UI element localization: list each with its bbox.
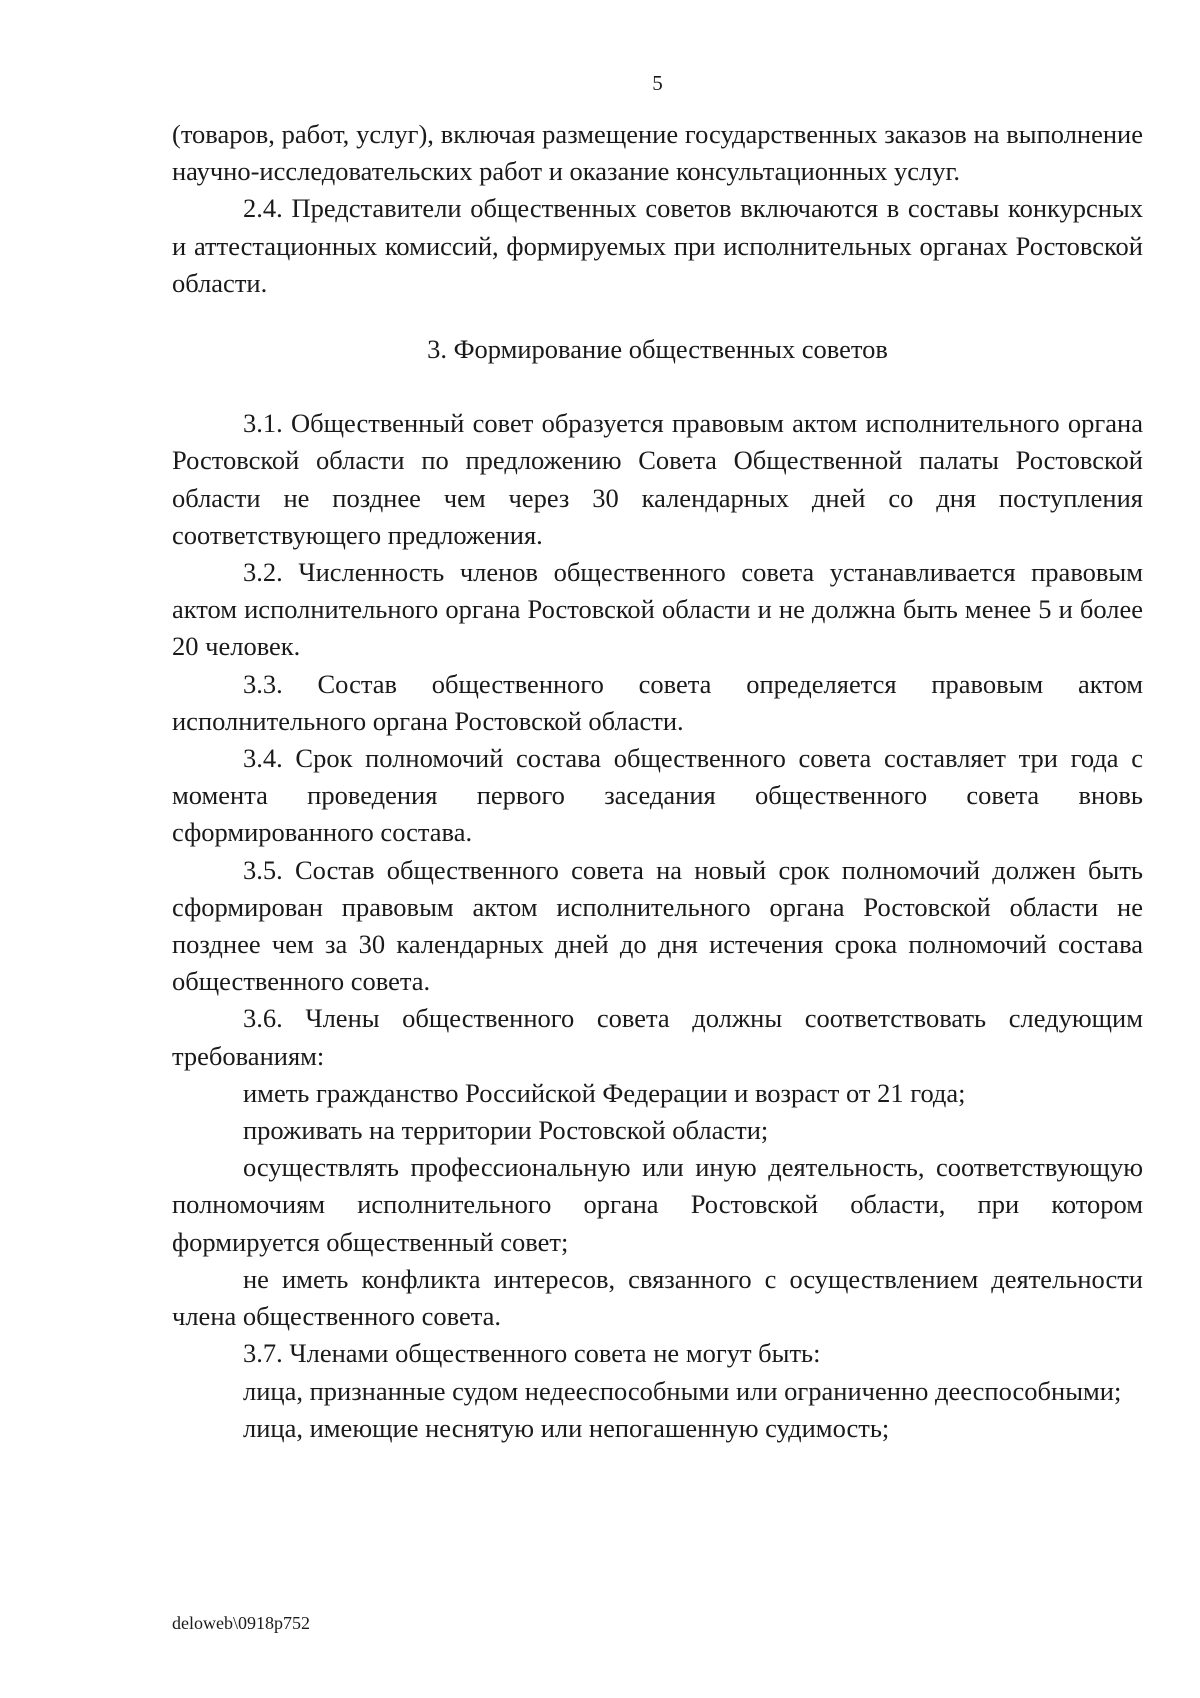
paragraph: (товаров, работ, услуг), включая размещение государственных заказов на выполнение научно-исследовательских работ и оказание консультационных услуг. (172, 119, 1143, 187)
exclusion-item: лица, признанные судом недееспособными или ограниченно дееспособными; (243, 1375, 1122, 1406)
paragraph-3-4: 3.4. Срок полномочий состава общественного совета составляет три года с момента проведения первого заседания общественного совета вновь сформированного состава. (172, 743, 1143, 848)
paragraph-3-1: 3.1. Общественный совет образуется правовым актом исполнительного органа Ростовской области по предложению Совета Общественной палаты Ростовской области не позднее чем через 30 календарных дней со дня поступления соответствующего предложения. (172, 408, 1143, 550)
section-heading: 3. Формирование общественных советов (427, 334, 888, 365)
document-body (172, 116, 1143, 1447)
requirement-item: осуществлять профессиональную или иную деятельность, соответствующую полномочиям исполнительного органа Ростовской области, при котором формируется общественный совет; (172, 1152, 1143, 1257)
paragraph: 2.4. Представители общественных советов включаются в составы конкурсных и аттестационных комиссий, формируемых при исполнительных органах Ростовской области. (172, 193, 1143, 298)
paragraph-3-2: 3.2. Численность членов общественного совета устанавливается правовым актом исполнительного органа Ростовской области и не должна быть менее 5 и более 20 человек. (172, 557, 1143, 662)
paragraph-3-5: 3.5. Состав общественного совета на новый срок полномочий должен быть сформирован правовым актом исполнительного органа Ростовской области не позднее чем за 30 календарных дней до дня истечения срока полномочий состава общественного совета. (172, 854, 1143, 997)
paragraph-3-7: 3.7. Членами общественного совета не могут быть: (243, 1338, 821, 1369)
paragraph-3-3: 3.3. Состав общественного совета определяется правовым актом исполнительного органа Ростовской области. (172, 668, 1143, 736)
exclusion-item: лица, имеющие неснятую или непогашенную судимость; (243, 1412, 890, 1443)
footer-code: deloweb\0918p752 (172, 1613, 310, 1633)
page-number: 5 (652, 71, 663, 95)
paragraph-3-6: 3.6. Члены общественного совета должны соответствовать следующим требованиям: (172, 1003, 1143, 1071)
requirement-item: проживать на территории Ростовской области; (243, 1115, 769, 1146)
requirement-item: иметь гражданство Российской Федерации и возраст от 21 года; (243, 1077, 966, 1108)
requirement-item: не иметь конфликта интересов, связанного с осуществлением деятельности члена общественного совета. (172, 1263, 1143, 1332)
